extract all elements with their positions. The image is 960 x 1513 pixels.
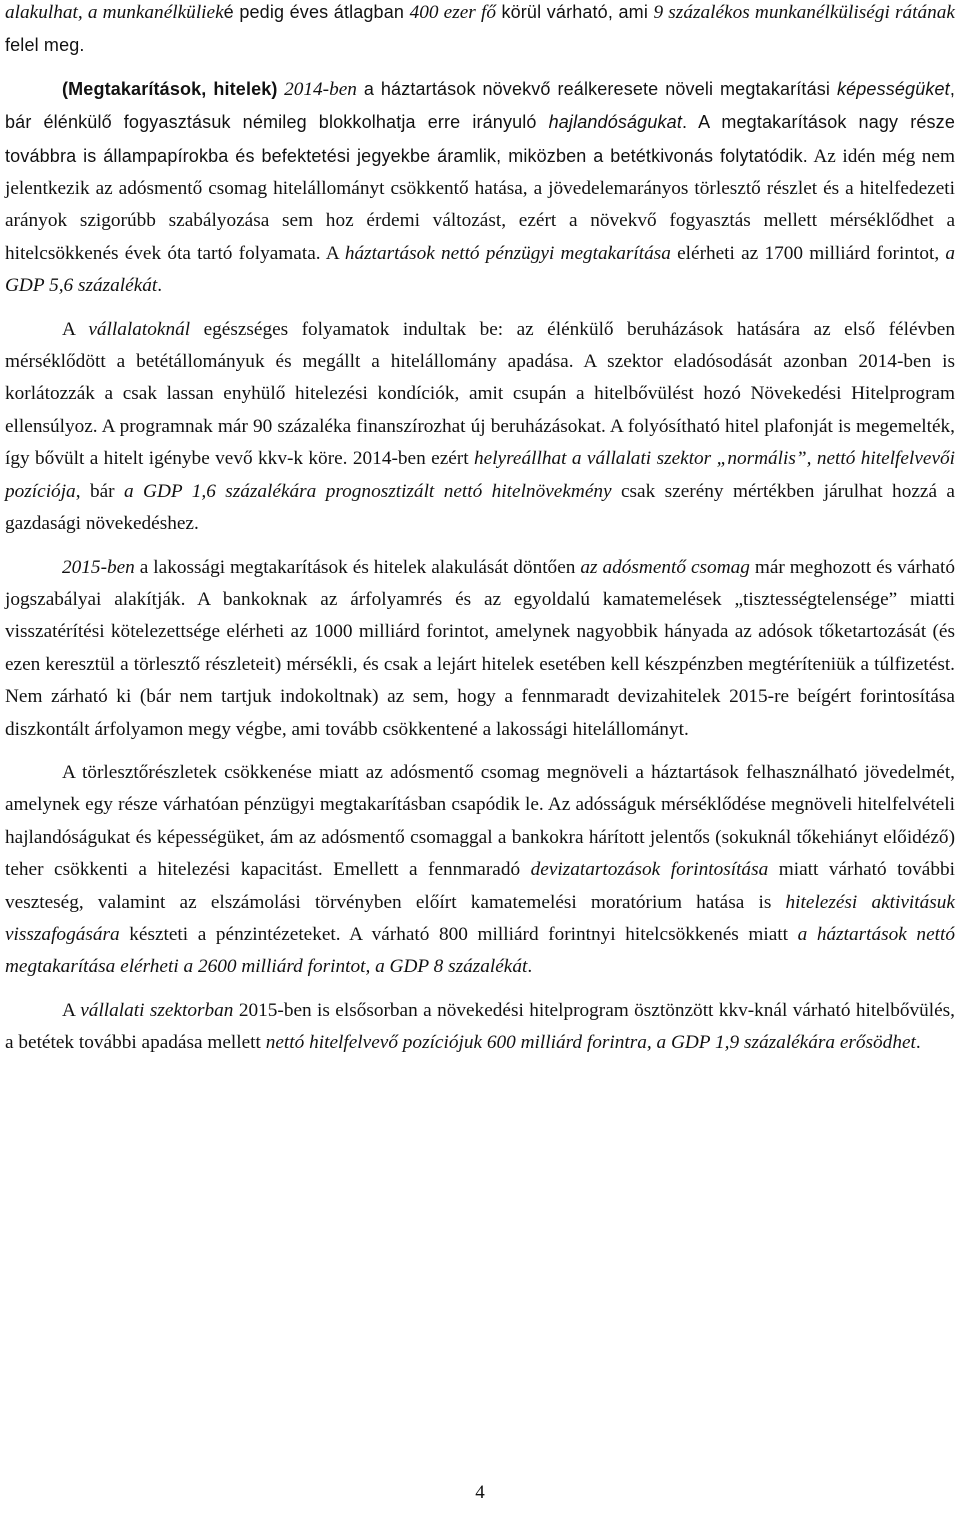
text-run: körül várható, ami: [495, 2, 654, 22]
paragraph-repayment-effects: [5, 757, 955, 984]
text-run: elérheti az 1700 milliárd forintot,: [670, 242, 946, 264]
text-run: , bár élénkülő fogyasztásuk némileg blokkolhatja erre irányuló: [5, 78, 955, 133]
text-run: 9 százalékos munkanélküliségi rátának: [653, 2, 955, 23]
text-run: devizatartozások forintosítása: [530, 859, 769, 881]
text-run: alakulhat, a munkanélküliek: [5, 2, 224, 23]
text-run: egészséges folyamatok indultak be: az élénkülő beruházások hatására az első félévben mérséklődött a betétállományuk és megállt a hitelállomány apadása. A szektor eladósodását azonban 2014-ben is korlátozzák a csak lassan enyhülő hitelezési kondíciók, amit csupán a hitelbővülést hozó Növekedési Hitelprogram ellensúlyoz. A programnak már 90 százaléka finanszírozhat új beruházásokat. A folyósítható hitel plafonját is megemelték, így bővült a hitelt igénybe vevő kkv-k köre. 2014-ben ezért: [5, 318, 956, 470]
text-run: , bár: [75, 480, 124, 502]
text-run: A törlesztőrészletek csökkenése miatt az adósmentő csomag megnöveli a háztartások felhasználható jövedelmét, amelynek egy része várhatóan pénzügyi megtakarításban csapódik le. Az adósságuk mérséklődése megnöveli hitelfelvételi hajlandóságukat és képességüket, ám az adósmentő csomaggal a bankokra hárított jelentős (sokuknál tőkehiányt előidéző) teher csökkenti a hitelezési kapacitást. Emellett a fennmaradó: [5, 761, 955, 881]
text-run: 2015-ben is elsősorban a növekedési hitelprogram ösztönzött kkv-knál várható hitelbővülés, a betétek további apadása mellett: [5, 999, 955, 1054]
text-run: már meghozott és várható jogszabályai alakítják. A bankoknak az árfolyamrés és az egyoldalú kamatemelések „tisztességtelensége” miatti visszatérítési kötelezettsége elérheti az 1000 milliárd forintot, amelynek nagyobbik hányada az adósok tőketartozását (és ezen keresztül a törlesztő részleteit) mérsékli, és csak a lejárt hitelek esetében kell készpénzben megtéríteniük a túlfizetést. Nem zárható ki (bár nem tartjuk indokoltnak) az sem, hogy a fennmaradt devizahitelek 2015-re beígért forintosítása diszkontált árfolyamon megy végbe, ami tovább csökkentené a lakossági hitelállományt.: [5, 556, 955, 740]
text-run: készteti a pénzintézeteket. A várható 800 milliárd forintnyi hitelcsökkenés miatt: [119, 923, 798, 945]
text-run: .: [157, 275, 163, 297]
text-run: helyreállhat a vállalati szektor „normális”, nettó hitelfelvevői pozíciója: [5, 448, 956, 502]
text-run: A: [62, 318, 89, 340]
text-run: miatt várható további veszteség, valamint az elszámolási törvényben előírt kamatemelési moratórium hatása is: [5, 859, 955, 913]
text-run: képességüket: [836, 78, 950, 99]
paragraph-unemployment-end: [5, 0, 955, 63]
text-run: Az idén még nem jelentkezik az adósmentő csomag hitelállományt csökkentő hatása, a jövedelemarányos törlesztő részlet és a hitelfedezeti arányok szigorúbb szabályozása sem hoz érdemi változást, ezért a növekvő fogyasztás mellett mérséklődhet a hitelcsökkenés évek óta tartó folyamata. A: [5, 145, 955, 264]
text-run: é: [223, 2, 234, 22]
text-run: .: [527, 956, 533, 978]
text-run: .: [915, 1032, 921, 1054]
text-run: az adósmentő csomag: [580, 556, 750, 578]
text-run: 400 ezer fő: [409, 2, 496, 23]
text-run: felel meg.: [5, 35, 85, 56]
text-run: a GDP 5,6 százalékát: [5, 242, 955, 297]
text-run: a lakossági megtakarítások és hitelek alakulását döntően: [134, 556, 581, 578]
text-run: . A megtakarítások nagy része továbbra is állampapírokba és befektetési jegyekbe áramlik, miközben a betétkivonás folytatódik.: [5, 112, 955, 166]
paragraph-savings-loans-2014: [5, 73, 955, 303]
paragraph-corporate-2015: [5, 995, 955, 1060]
text-run: a háztartások nettó megtakarítása elérheti a 2600 milliárd forintot, a GDP 8 százalékát: [5, 923, 955, 978]
paragraph-corporate-2014: [5, 314, 955, 541]
text-run: 2015-ben: [62, 556, 135, 578]
text-run: 2014-ben: [277, 78, 357, 100]
text-run: hitelezési aktivitásuk visszafogására: [5, 891, 955, 945]
paragraph-household-2015: [5, 552, 955, 746]
text-run: pedig éves átlagban: [233, 2, 410, 22]
text-run: vállalatoknál: [88, 318, 191, 340]
text-run: nettó hitelfelvevő pozíciójuk 600 milliárd forintra, a GDP 1,9 százalékára erősödhet: [265, 1032, 916, 1054]
text-run: csak szerény mértékben járulhat hozzá a gazdasági növekedéshez.: [5, 480, 955, 535]
text-run: (Megtakarítások, hitelek): [62, 78, 278, 99]
text-run: hajlandóságukat: [548, 112, 682, 133]
text-run: vállalati szektorban: [80, 999, 234, 1021]
text-run: a háztartások növekvő reálkeresete növeli megtakarítási: [356, 78, 837, 99]
text-run: a GDP 1,6 százalékára prognosztizált nettó hitelnövekmény: [123, 480, 612, 502]
text-run: háztartások nettó pénzügyi megtakarítása: [344, 242, 671, 264]
page-number: 4: [475, 1482, 485, 1503]
document-page: [5, 0, 955, 1060]
text-run: A: [62, 999, 81, 1021]
